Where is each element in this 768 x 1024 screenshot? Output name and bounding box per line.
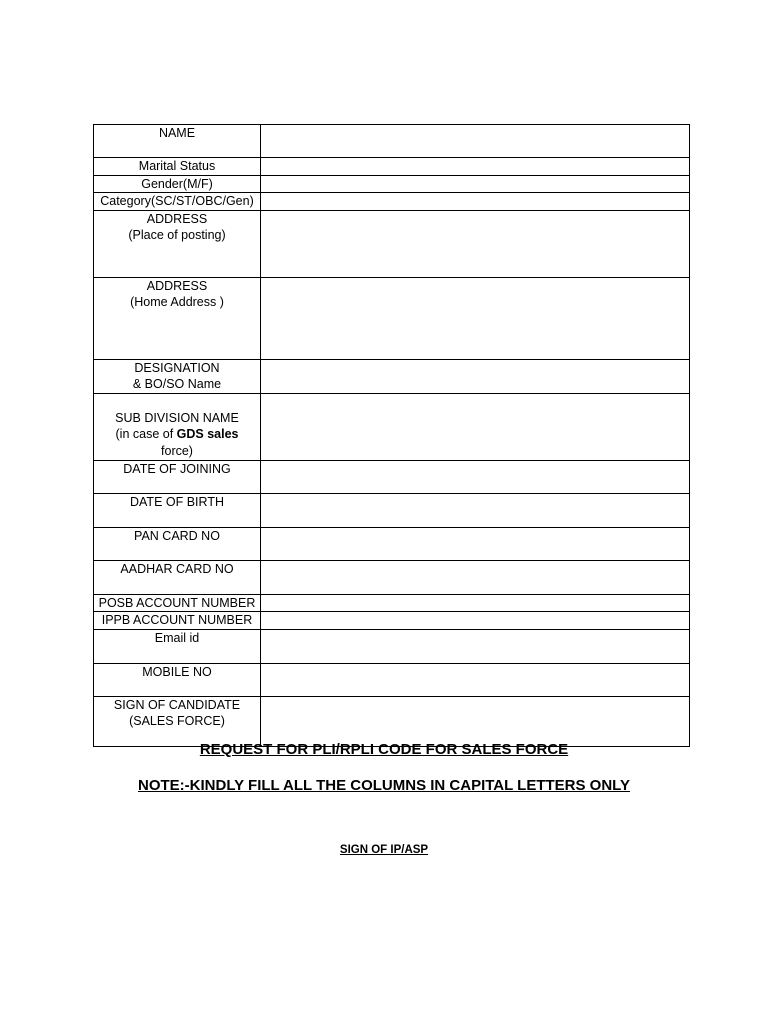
gender-label: Gender(M/F) xyxy=(94,175,261,193)
gender-field[interactable] xyxy=(261,175,690,193)
category-label: Category(SC/ST/OBC/Gen) xyxy=(94,193,261,211)
sub-division-label: SUB DIVISION NAME (in case of GDS sales force) xyxy=(94,393,261,460)
posting-address-field[interactable] xyxy=(261,210,690,277)
form-row-mobile xyxy=(94,663,690,696)
form-row-pan-card xyxy=(94,527,690,560)
candidate-form-table xyxy=(93,124,690,747)
form-row-name xyxy=(94,125,690,158)
form-row-posting-address xyxy=(94,210,690,277)
date-of-joining-label: DATE OF JOINING xyxy=(94,460,261,493)
email-field[interactable] xyxy=(261,629,690,663)
form-row-gender xyxy=(94,175,690,193)
form-row-home-address xyxy=(94,277,690,359)
mobile-label: MOBILE NO xyxy=(94,663,261,696)
date-of-joining-field[interactable] xyxy=(261,460,690,493)
candidate-sign-field[interactable] xyxy=(261,696,690,746)
name-label: NAME xyxy=(94,125,261,158)
marital-status-label: Marital Status xyxy=(94,158,261,176)
form-row-date-of-birth xyxy=(94,493,690,527)
form-title: REQUEST FOR PLI/RPLI CODE FOR SALES FORCE xyxy=(199,741,569,758)
aadhar-card-label: AADHAR CARD NO xyxy=(94,560,261,594)
form-row-sub-division xyxy=(94,393,690,460)
candidate-sign-label: SIGN OF CANDIDATE (SALES FORCE) xyxy=(94,696,261,746)
designation-field[interactable] xyxy=(261,359,690,393)
form-row-aadhar-card xyxy=(94,560,690,594)
form-row-posb-account xyxy=(94,594,690,612)
name-field[interactable] xyxy=(261,125,690,158)
pan-card-label: PAN CARD NO xyxy=(94,527,261,560)
designation-label: DESIGNATION & BO/SO Name xyxy=(94,359,261,393)
form-note: NOTE:-KINDLY FILL ALL THE COLUMNS IN CAPITAL LETTERS ONLY xyxy=(138,777,630,794)
category-field[interactable] xyxy=(261,193,690,211)
form-row-email xyxy=(94,629,690,663)
posting-address-label: ADDRESS (Place of posting) xyxy=(94,210,261,277)
date-of-birth-label: DATE OF BIRTH xyxy=(94,493,261,527)
marital-status-field[interactable] xyxy=(261,158,690,176)
form-row-ippb-account xyxy=(94,612,690,630)
pan-card-field[interactable] xyxy=(261,527,690,560)
aadhar-card-field[interactable] xyxy=(261,560,690,594)
email-label: Email id xyxy=(94,629,261,663)
date-of-birth-field[interactable] xyxy=(261,493,690,527)
form-row-designation xyxy=(94,359,690,393)
ippb-account-label: IPPB ACCOUNT NUMBER xyxy=(94,612,261,630)
posb-account-label: POSB ACCOUNT NUMBER xyxy=(94,594,261,612)
ippb-account-field[interactable] xyxy=(261,612,690,630)
form-row-date-of-joining xyxy=(94,460,690,493)
form-row-category xyxy=(94,193,690,211)
ip-asp-signature-label: SIGN OF IP/ASP xyxy=(339,844,429,856)
mobile-field[interactable] xyxy=(261,663,690,696)
home-address-label: ADDRESS (Home Address ) xyxy=(94,277,261,359)
posb-account-field[interactable] xyxy=(261,594,690,612)
form-row-candidate-sign xyxy=(94,696,690,746)
sub-division-field[interactable] xyxy=(261,393,690,460)
home-address-field[interactable] xyxy=(261,277,690,359)
form-row-marital-status xyxy=(94,158,690,176)
